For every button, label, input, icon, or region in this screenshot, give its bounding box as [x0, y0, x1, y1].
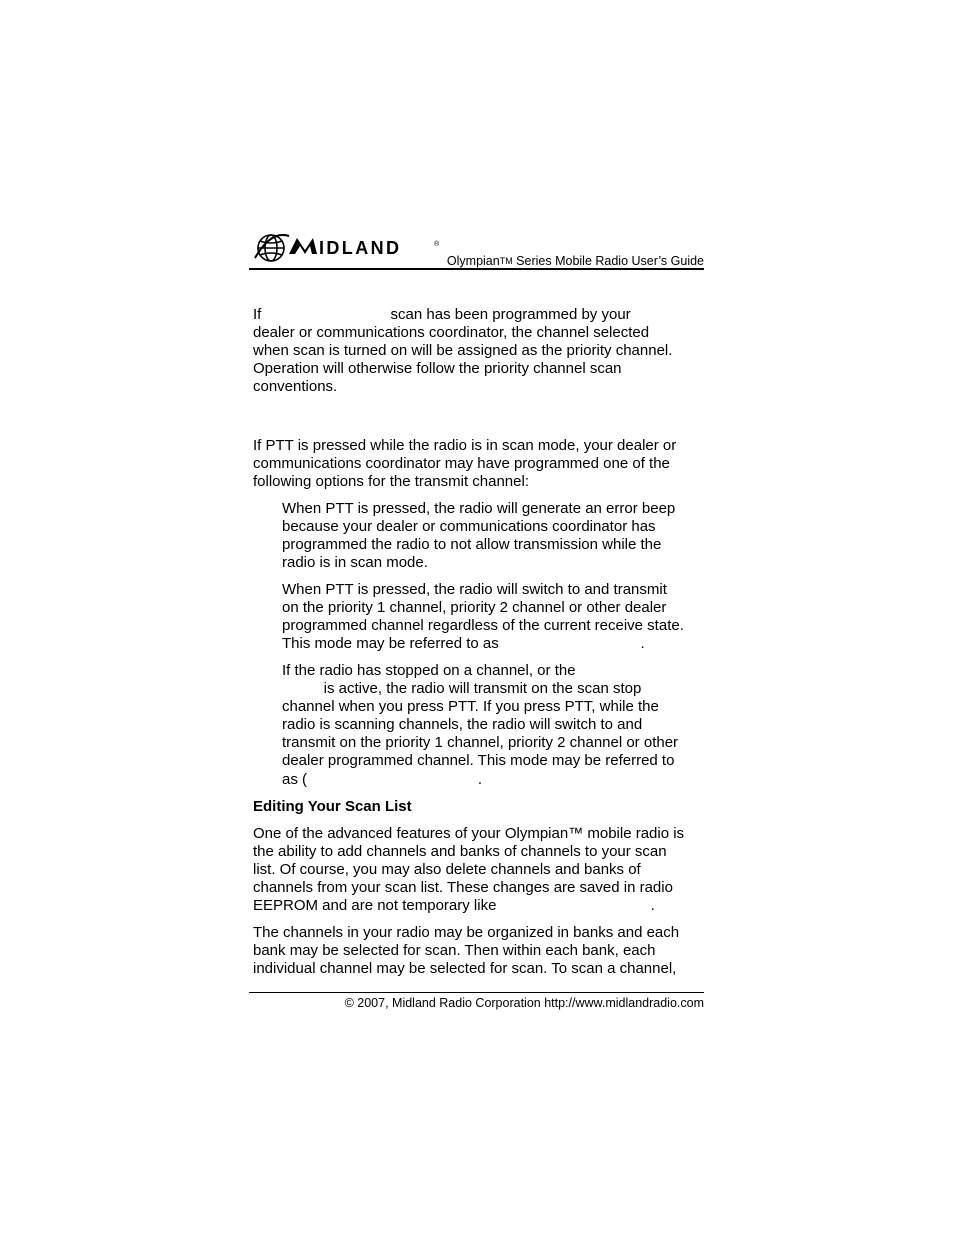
banks-paragraph: The channels in your radio may be organized in banks and each bank may be selected for scan. Then within each bank, each individual channel may be selected for scan. To scan a channel, — [253, 924, 680, 978]
footer-rule — [249, 992, 704, 993]
option-scan-stop-transmit: If the radio has stopped on a channel, or the is active, the radio will transmit on the scan stop channel when you press PTT. If you press PTT, while the radio is scanning channels, the radio will switch to and transmit on the priority 1 channel, priority 2 channel or other dealer programmed channel. This mode may be referred to as ( . — [282, 662, 679, 788]
svg-text:IDLAND: IDLAND — [319, 238, 402, 258]
scan-list-paragraph: One of the advanced features of your Olympian™ mobile radio is the ability to add channels and banks of channels to your scan list. Of course, you may also delete channels and banks of channels from your scan list. These changes are saved in radio EEPROM and are not temporary like . — [253, 825, 685, 915]
header-rule — [249, 268, 704, 270]
option-error-beep: When PTT is pressed, the radio will generate an error beep because your dealer or communications coordinator has programmed the radio to not allow transmission while the radio is in scan mode. — [282, 500, 676, 572]
copyright-footer: © 2007, Midland Radio Corporation http://www.midlandradio.com — [344, 996, 704, 1010]
ptt-scan-paragraph: If PTT is pressed while the radio is in scan mode, your dealer or communications coordinator may have programmed one of the following options for the transmit channel: — [253, 437, 677, 491]
section-heading: Editing Your Scan List — [253, 798, 412, 815]
guide-title: OlympianTM Series Mobile Radio User’s Guide — [446, 254, 704, 268]
page-header — [249, 224, 704, 270]
option-priority-transmit: When PTT is pressed, the radio will switch to and transmit on the priority 1 channel, priority 2 channel or other dealer programmed channel regardless of the current receive state. This mode may be referred to as . — [282, 581, 684, 653]
svg-text:®: ® — [434, 241, 439, 248]
priority-scan-paragraph: If scan has been programmed by your dealer or communications coordinator, the channel selected when scan is turned on will be assigned as the priority channel. Operation will otherwise follow the priority channel scan conventions. — [253, 306, 673, 396]
midland-logo — [249, 224, 439, 270]
